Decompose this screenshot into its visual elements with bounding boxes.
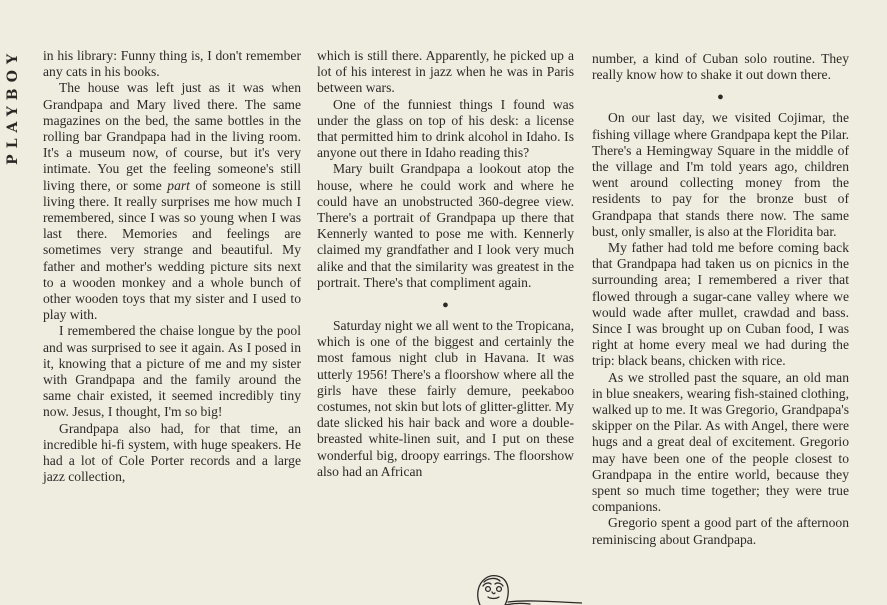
article-paragraph: As we strolled past the square, an old man in blue sneakers, wearing fish-stained clothing, walked up to me. It was Gregorio, Grandpapa's skipper on the Pilar. As with Angel, there were hugs and a great deal of excitement. Gregorio may have been one of the people closest to Grandpapa in the entire world, because they spent so much time together; they were true companions. [592,369,849,515]
emphasis-text: part [167,177,190,193]
article-paragraph: Grandpapa also had, for that time, an incredible hi-fi system, with huge speakers. He had a lot of Cole Porter records and a large jazz collection, [43,420,301,485]
cartoon-illustration [462,566,582,605]
magazine-name: PLAYBOY [5,48,21,165]
article-paragraph: Mary built Grandpapa a lookout atop the house, where he could work and where he could have an unobstructed 360-degree view. There's a portrait of Grandpapa up there that Kennerly wanted to pose me with. Kennerly claimed my grandfather and I look very much alike and that the similarity was greatest in the portrait. There's that compliment again. [317,161,574,290]
article-column-2 [317,48,574,480]
article-paragraph: On our last day, we visited Cojimar, the fishing village where Grandpapa kept the Pilar. There's a Hemingway Square in the middle of the village and I'm told years ago, children went around collecting money from the residents to pay for the bronze bust of Grandpapa that stands there now. The same bust, only smaller, is also at the Floridita bar. [592,110,849,239]
article-paragraph: The house was left just as it was when Grandpapa and Mary lived there. The same magazines on the bed, the same bottles in the rolling bar Grandpapa had in the living room. It's a museum now, of course, but it's very intimate. You get the feeling someone's still living there, or some part of someone is still living there. It really surprises me how much I remembered, since I was so young when I was last there. Memories and feelings are sometimes very strange and beautiful. My father and mother's wedding picture sits next to a wooden monkey and a whole bunch of other wooden toys that my sister and I used to play with. [43,80,301,323]
section-divider-bullet: ● [442,299,449,312]
article-paragraph: One of the funniest things I found was under the glass on top of his desk: a license that permitted him to drink alcohol in Idaho. Is anyone out there in Idaho reading this? [317,96,574,161]
section-divider-bullet: ● [717,91,724,104]
article-paragraph: I remembered the chaise longue by the pool and was surprised to see it again. As I posed in it, knowing that a picture of me and my sister with Grandpapa and the family around the same chair existed, it seemed incredibly tiny now. Jesus, I thought, I'm so big! [43,323,301,420]
article-column-1 [43,48,301,485]
article-paragraph: number, a kind of Cuban solo routine. They really know how to shake it out down there. [592,51,849,83]
article-paragraph: My father had told me before coming back that Grandpapa had taken us on picnics in the surrounding area; I remembered a river that flowed through a sugar-cane valley where we would wade after mullet, crawdad and bass. Since I was brought up on Cuban food, I was right at home every meal we had during the trip: black beans, chicken with rice. [592,240,849,369]
article-paragraph: Saturday night we all went to the Tropicana, which is one of the biggest and certainly the most famous night club in Havana. It was utterly 1956! There's a floorshow where all the girls have these fairly demure, peekaboo costumes, not skin but lots of glitter-glitter. My date slicked his hair back and wore a double-breasted white-linen suit, and I put on these wonderful big, droopy earrings. The floorshow also had an African [317,318,574,479]
article-paragraph: in his library: Funny thing is, I don't remember any cats in his books. [43,48,301,80]
article-column-3 [592,51,849,548]
article-paragraph: which is still there. Apparently, he picked up a lot of his interest in jazz when he was in Paris between wars. [317,48,574,96]
article-paragraph: Gregorio spent a good part of the afternoon reminiscing about Grandpapa. [592,515,849,547]
